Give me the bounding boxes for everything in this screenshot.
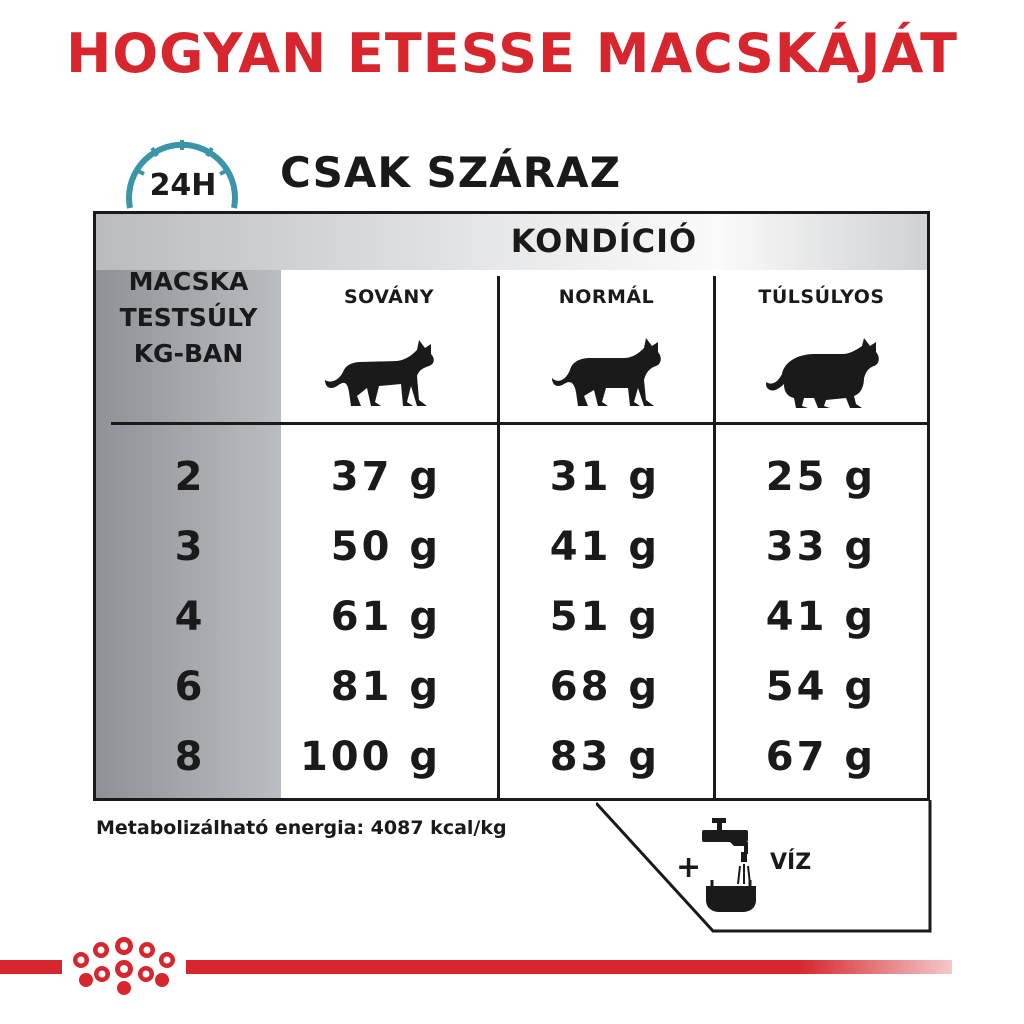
header-divider xyxy=(111,422,927,425)
weight-cell: 8 xyxy=(174,734,203,780)
weight-cell: 6 xyxy=(174,664,203,710)
value-cell: 61 g xyxy=(330,594,441,640)
condition-header: KONDÍCIÓ xyxy=(510,222,698,260)
value-cell: 25 g xyxy=(765,454,876,500)
value-cell: 50 g xyxy=(330,524,441,570)
weight-header-line: MACSKA xyxy=(128,267,249,296)
column-header-thin: SOVÁNY xyxy=(343,286,435,308)
value-cell: 100 g xyxy=(299,734,441,780)
value-cell: 41 g xyxy=(765,594,876,640)
value-cell: 81 g xyxy=(330,664,441,710)
water-tap-icon xyxy=(698,814,762,918)
energy-note: Metabolizálható energia: 4087 kcal/kg xyxy=(96,817,507,839)
weight-header-line: TESTSÚLY xyxy=(119,303,258,332)
water-label: VÍZ xyxy=(770,850,812,875)
page-title: HOGYAN ETESSE MACSKÁJÁT xyxy=(66,22,958,85)
plus-sign: + xyxy=(676,850,702,885)
clock-icon xyxy=(122,132,244,216)
cat-thin-icon xyxy=(321,336,441,415)
feeding-table xyxy=(93,211,930,801)
value-cell: 31 g xyxy=(549,454,660,500)
weight-header-line: KG-BAN xyxy=(133,339,244,368)
footer-line-right xyxy=(186,960,952,974)
value-cell: 83 g xyxy=(549,734,660,780)
weight-header xyxy=(96,264,281,372)
weight-cell: 4 xyxy=(174,594,203,640)
crown-logo xyxy=(68,936,180,1000)
feeding-type-heading: CSAK SZÁRAZ xyxy=(280,148,622,197)
value-cell: 68 g xyxy=(549,664,660,710)
value-cell: 41 g xyxy=(549,524,660,570)
value-cell: 33 g xyxy=(765,524,876,570)
water-box xyxy=(596,800,932,938)
value-cell: 37 g xyxy=(330,454,441,500)
value-cell: 67 g xyxy=(765,734,876,780)
cat-fat-icon xyxy=(764,336,884,415)
clock-label: 24H xyxy=(149,168,217,203)
value-cell: 51 g xyxy=(549,594,660,640)
footer-line-left xyxy=(0,960,62,974)
cat-normal-icon xyxy=(548,336,668,415)
column-header-normal: NORMÁL xyxy=(558,286,655,308)
weight-cell: 2 xyxy=(174,454,203,500)
column-header-overweight: TÚLSÚLYOS xyxy=(758,286,885,308)
value-cell: 54 g xyxy=(765,664,876,710)
weight-cell: 3 xyxy=(174,524,203,570)
